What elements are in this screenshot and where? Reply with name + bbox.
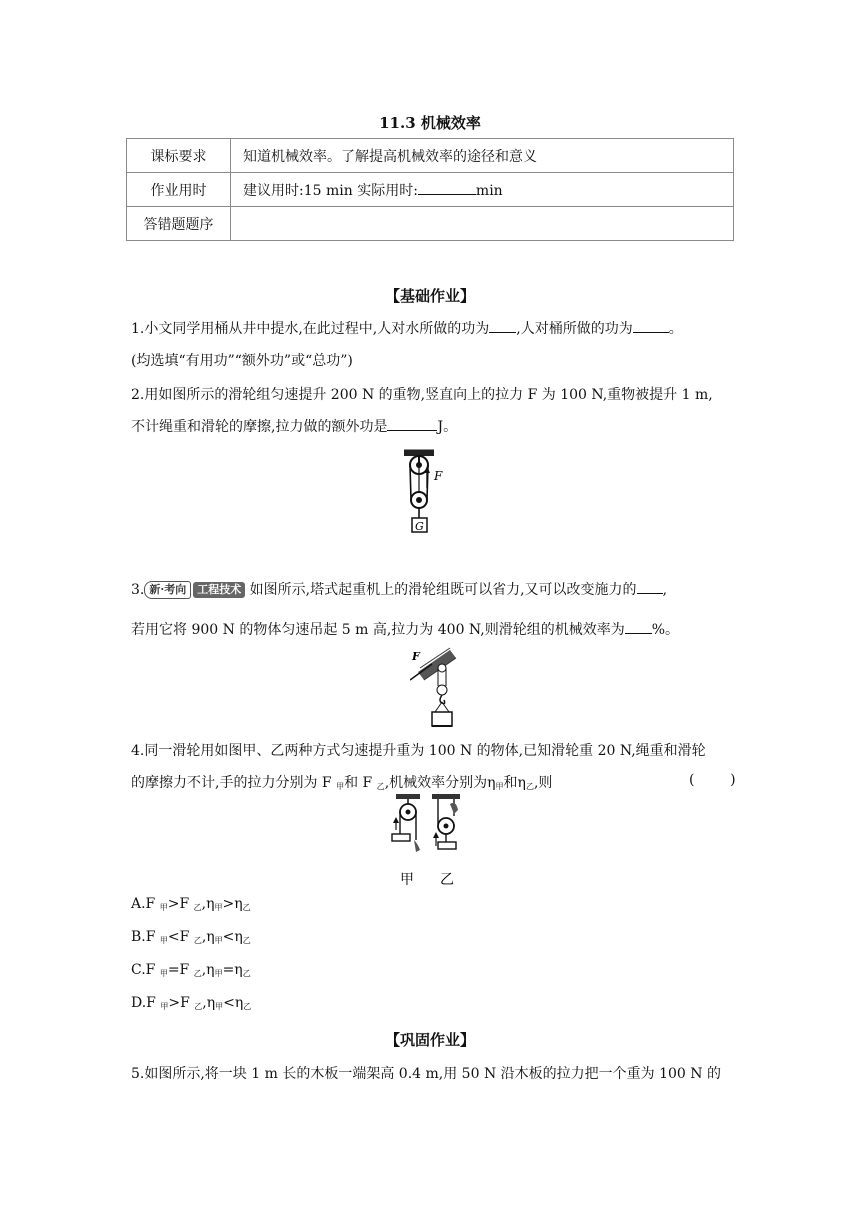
answer-blank[interactable] [418,180,476,195]
info-table [126,138,734,241]
question-2-line2 [131,416,457,436]
crane-figure-q3 [410,646,470,730]
force-label-F: F [434,469,443,483]
answer-blank[interactable] [633,318,669,333]
q3-text-d: %。 [651,622,680,638]
figure-label-yi: 乙 [440,872,454,888]
question-2-line1: 2.用如图所示的滑轮组匀速提升 200 N 的重物,竖直向上的拉力 F 为 100 N,重物被提升 1 m, [131,387,713,403]
section-heading-basic: 【基础作业】 [384,287,475,305]
new-direction-badge: 新·考向 [144,581,191,599]
q3-text-c: 若用它将 900 N 的物体匀速吊起 5 m 高,拉力为 400 N,则滑轮组的机械效率为 [131,622,625,638]
q3-number: 3. [131,582,145,598]
q2-text-b: J。 [437,419,458,435]
table-row [127,207,734,241]
q2-text-a: 不计绳重和滑轮的摩擦,拉力做的额外功是 [131,419,388,435]
option-b[interactable]: B.F $_甲$<F $_乙,\eta_甲<\eta_乙$ [131,929,251,945]
answer-blank[interactable] [387,416,437,431]
table-row [127,139,734,173]
time-unit: min [475,182,503,199]
answer-blank[interactable] [625,619,652,634]
table-cell-key: 答错题题序 [127,207,231,241]
table-cell-key: 作业用时 [127,173,231,207]
question-4-line1: 4.同一滑轮用如图甲、乙两种方式匀速提升重为 100 N 的物体,已知滑轮重 20 N,绳重和滑轮 [131,743,706,759]
engineering-badge: 工程技术 [193,582,245,598]
q1-note: (均选填“有用功”“额外功”或“总功”) [131,353,353,369]
option-a[interactable]: A.F $_甲$>F $_乙,\eta_甲>\eta_乙$ [131,896,251,912]
weight-label-G: G [415,520,424,533]
force-label-F: F [412,650,420,663]
answer-blank[interactable] [489,318,516,333]
table-row [127,173,734,207]
q3-text-a: 如图所示,塔式起重机上的滑轮组既可以省力,又可以改变施力的 [249,582,637,598]
q1-text-a: 1.小文同学用桶从井中提水,在此过程中,人对水所做的功为 [131,321,490,337]
table-cell-value[interactable] [231,207,734,241]
table-cell-key: 课标要求 [127,139,231,173]
q3-text-b: , [662,582,668,598]
figure-label-jia: 甲 [400,872,414,888]
answer-parentheses[interactable]: ( ) [689,772,736,788]
pulley-figure-q2 [396,448,466,536]
table-cell-value: 知道机械效率。了解提高机械效率的途径和意义 [231,139,734,173]
question-3-line2 [131,619,679,639]
question-4-line2: 的摩擦力不计,手的拉力分别为 F $_甲$和 F $_乙$,机械效率分别为$\eta_甲$和$\eta_乙$,则 [131,775,553,791]
option-c[interactable]: C.F $_甲$=F $_乙,\eta_甲=\eta_乙$ [131,962,251,978]
question-3-line1 [131,579,667,599]
page-title: 11.3 机械效率 [379,114,481,132]
question-5-line1: 5.如图所示,将一块 1 m 长的木板一端架高 0.4 m,用 50 N 沿木板的拉力把一个重为 100 N 的 [131,1066,721,1082]
answer-blank[interactable] [637,579,663,594]
table-cell-value [231,173,734,207]
pulley-figure-q4 [386,794,466,890]
section-heading-consolidate: 【巩固作业】 [384,1031,475,1049]
q1-text-c: 。 [668,321,683,337]
question-1 [131,318,683,338]
q1-text-b: ,人对桶所做的功为 [516,321,633,337]
option-d[interactable]: D.F $_甲$>F $_乙,\eta_甲<\eta_乙$ [131,995,252,1011]
time-label: 建议用时:15 min 实际用时: [243,182,418,199]
